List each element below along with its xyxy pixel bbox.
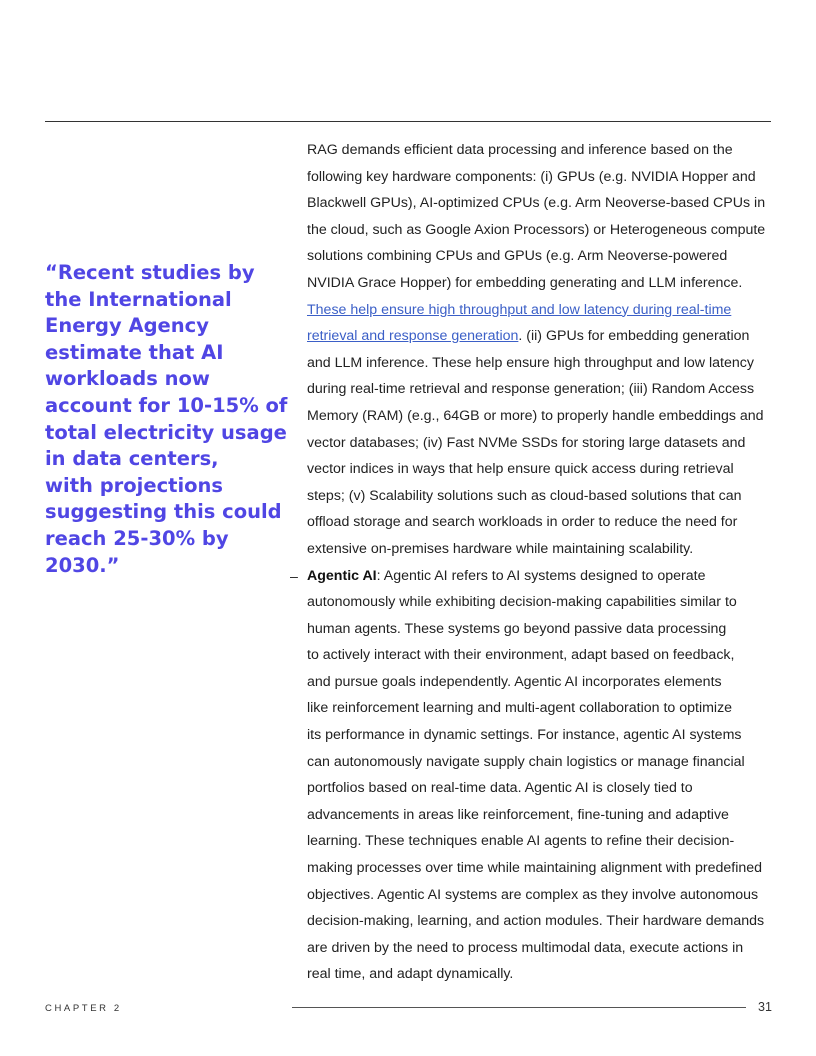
body-line: decision-making, learning, and action modules. Their hardware demands (307, 913, 765, 930)
body-line: steps; (v) Scalability solutions such as cloud-based solutions that can (307, 487, 742, 504)
body-line: offload storage and search workloads in order to reduce the need for (307, 514, 738, 531)
body-line: following key hardware components: (i) GPUs (e.g. NVIDIA Hopper and (307, 168, 756, 185)
body-line: real time, and adapt dynamically. (307, 966, 514, 983)
quote-line: “Recent studies by (45, 261, 255, 284)
bullet-dash: – (290, 569, 298, 585)
body-line: solutions combining CPUs and GPUs (e.g. Arm Neoverse-powered (307, 248, 728, 265)
quote-line: account for 10-15% of (45, 393, 288, 417)
body-line (307, 297, 777, 324)
quote-line: the International (45, 287, 232, 311)
body-line: the cloud, such as Google Axion Processors) or Heterogeneous compute (307, 221, 766, 238)
quote-line: workloads now (45, 367, 210, 391)
quote-line: 2030.” (45, 553, 120, 577)
hyperlink-part-2[interactable]: retrieval and response generation (307, 328, 519, 345)
body-line: RAG demands efficient data processing and inference based on the (307, 142, 733, 158)
page-number: 31 (758, 1000, 772, 1014)
body-line: extensive on-premises hardware while maintaining scalability. (307, 540, 694, 557)
body-line: objectives. Agentic AI systems are complex as they involve autonomous (307, 886, 759, 903)
footer-divider (292, 1007, 746, 1008)
body-column (307, 137, 777, 988)
body-line: to actively interact with their environment, adapt based on feedback, (307, 647, 735, 664)
quote-line: reach 25-30% by (45, 526, 229, 550)
body-line: like reinforcement learning and multi-agent collaboration to optimize (307, 700, 733, 717)
bullet-first-line (307, 563, 777, 590)
agentic-ai-term: Agentic AI (307, 567, 377, 584)
body-line: Memory (RAM) (e.g., 64GB or more) to properly handle embeddings and (307, 407, 764, 424)
hyperlink-part-1[interactable]: These help ensure high throughput and low latency during real-time (307, 301, 732, 318)
agentic-definition-start: : Agentic AI refers to AI systems designed to operate (376, 567, 706, 584)
quote-line: with projections (45, 473, 224, 497)
body-line: portfolios based on real-time data. Agentic AI is closely tied to (307, 780, 693, 797)
body-line: its performance in dynamic settings. For instance, agentic AI systems (307, 727, 742, 744)
body-line: during real-time retrieval and response generation; (iii) Random Access (307, 381, 755, 398)
after-link-text: . (ii) GPUs for embedding generation (518, 328, 750, 345)
quote-line: estimate that AI (45, 340, 224, 364)
quote-line: Energy Agency (45, 314, 209, 338)
body-line: autonomously while exhibiting decision-making capabilities similar to (307, 594, 737, 611)
body-line: and pursue goals independently. Agentic AI incorporates elements (307, 673, 722, 690)
quote-line: suggesting this could (45, 500, 282, 524)
pull-quote (45, 260, 288, 579)
body-line (307, 323, 777, 350)
body-line: advancements in areas like reinforcement, fine-tuning and adaptive (307, 806, 729, 823)
body-line: and LLM inference. These help ensure high throughput and low latency (307, 354, 754, 371)
quote-line: in data centers, (45, 447, 219, 471)
body-line: Blackwell GPUs), AI-optimized CPUs (e.g. Arm Neoverse-based CPUs in (307, 195, 766, 212)
chapter-label: CHAPTER 2 (45, 1003, 122, 1014)
body-line: are driven by the need to process multimodal data, execute actions in (307, 939, 744, 956)
top-divider (45, 121, 771, 122)
body-line: learning. These techniques enable AI agents to refine their decision- (307, 833, 735, 850)
quote-line: total electricity usage (45, 420, 287, 444)
body-line: can autonomously navigate supply chain logistics or manage financial (307, 753, 745, 770)
body-line: human agents. These systems go beyond passive data processing (307, 620, 727, 637)
body-line: vector databases; (iv) Fast NVMe SSDs for storing large datasets and (307, 434, 746, 451)
body-line: NVIDIA Grace Hopper) for embedding generating and LLM inference. (307, 274, 743, 291)
body-line: vector indices in ways that help ensure quick access during retrieval (307, 461, 734, 478)
body-line: making processes over time while maintaining alignment with predefined (307, 860, 763, 877)
